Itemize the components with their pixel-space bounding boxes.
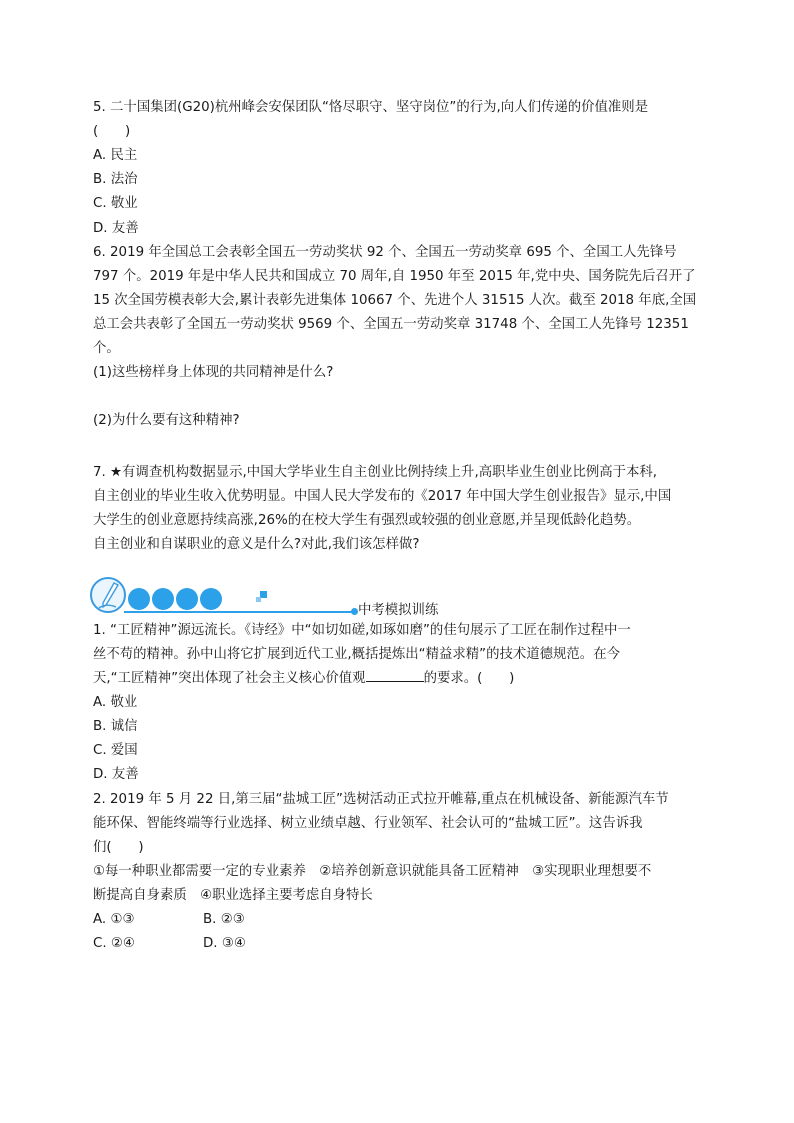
banner-dot [200,588,222,610]
banner-square [260,591,267,598]
mock-question-1-line: 丝不苟的精神。孙中山将它扩展到近代工业,概括提炼出“精益求精”的技术道德规范。在今 [93,646,620,662]
mock-question-1 [93,619,705,788]
option-row [93,908,705,932]
mock-question-2-line: 们( ) [93,839,144,855]
worksheet-page [93,96,705,956]
mock-question-2-line: 2. 2019 年 5 月 22 日,第三届“盐城工匠”选树活动正式拉开帷幕,重点在机械设备、新能源汽车节 [93,791,669,807]
mock-question-2-line: ①每一种职业都需要一定的专业素养 ②培养创新意识就能具备工匠精神 ③实现职业理想要不 [93,863,652,879]
option-d: D. ③④ [203,935,246,951]
question-7 [93,461,705,557]
option-a: A. 民主 [93,148,138,163]
question-7-line: 大学生的创业意愿持续高涨,26%的在校大学生有强烈或较强的创业意愿,并呈现低龄化趋势。 [93,512,641,528]
option-d: D. 友善 [93,767,139,783]
question-6-line: 总工会共表彰了全国五一劳动奖状 9569 个、全国五一劳动奖章 31748 个、全国工人先锋号 12351 [93,316,689,332]
mock-question-1-line [93,667,705,691]
question-6 [93,241,705,457]
option-b: B. 法治 [93,172,138,188]
question-5 [93,96,705,241]
mock-question-2-line: 断提高自身素质 ④职业选择主要考虑自身特长 [93,887,373,903]
line-text: 的要求。( ) [423,670,515,686]
option-c: C. 爱国 [93,743,138,759]
question-6-line: 797 个。2019 年是中华人民共和国成立 70 周年,自 1950 年至 2015 年,党中央、国务院先后召开了 [93,268,696,284]
banner-square [256,597,261,602]
banner-rule [124,611,354,613]
mock-question-1-line: 1. “工匠精神”源远流长。《诗经》中“如切如磋,如琢如磨”的佳句展示了工匠在制作过程中一 [93,622,631,638]
section-banner [90,577,705,617]
sub-question-1: (1)这些榜样身上体现的共同精神是什么? [93,364,334,380]
banner-endcap [351,608,358,615]
option-b: B. 诚信 [93,719,138,735]
question-6-line: 6. 2019 年全国总工会表彰全国五一劳动奖状 92 个、全国五一劳动奖章 695 个、全国工人先锋号 [93,244,677,260]
option-d: D. 友善 [93,220,139,236]
question-7-line: 自主创业和自谋职业的意义是什么?对此,我们该怎样做? [93,536,420,552]
sub-question-2: (2)为什么要有这种精神? [93,412,240,428]
option-c: C. 敬业 [93,196,138,212]
option-c: C. ②④ [93,935,135,951]
question-6-line: 15 次全国劳模表彰大会,累计表彰先进集体 10667 个、先进个人 31515 人次。截至 2018 年底,全国 [93,292,697,308]
line-text: 天,“工匠精神”突出体现了社会主义核心价值观 [93,670,366,686]
banner-dot [128,588,150,610]
answer-bracket: ( ) [93,124,131,139]
option-a: A. 敬业 [93,694,138,710]
mock-question-2-line: 能环保、智能终端等行业选择、树立业绩卓越、行业领军、社会认可的“盐城工匠”。这告诉我 [93,815,643,831]
question-5-stem: 5. 二十国集团(G20)杭州峰会安保团队“恪尽职守、坚守岗位”的行为,向人们传递的价值准则是 [93,100,649,115]
banner-dot [176,588,198,610]
question-7-line: 7. ★有调查机构数据显示,中国大学毕业生自主创业比例持续上升,高职毕业生创业比例高于本科, [93,464,658,480]
fill-blank[interactable] [366,667,424,682]
option-row [93,932,705,956]
option-a: A. ①③ [93,911,135,927]
banner-dot [152,588,174,610]
pen-icon [90,577,126,613]
mock-question-2 [93,788,705,956]
question-6-line: 个。 [93,340,120,356]
option-b: B. ②③ [203,911,245,927]
question-7-line: 自主创业的毕业生收入优势明显。中国人民大学发布的《2017 年中国大学生创业报告》显示,中国 [93,488,672,504]
section-title: 中考模拟训练 [358,602,439,618]
